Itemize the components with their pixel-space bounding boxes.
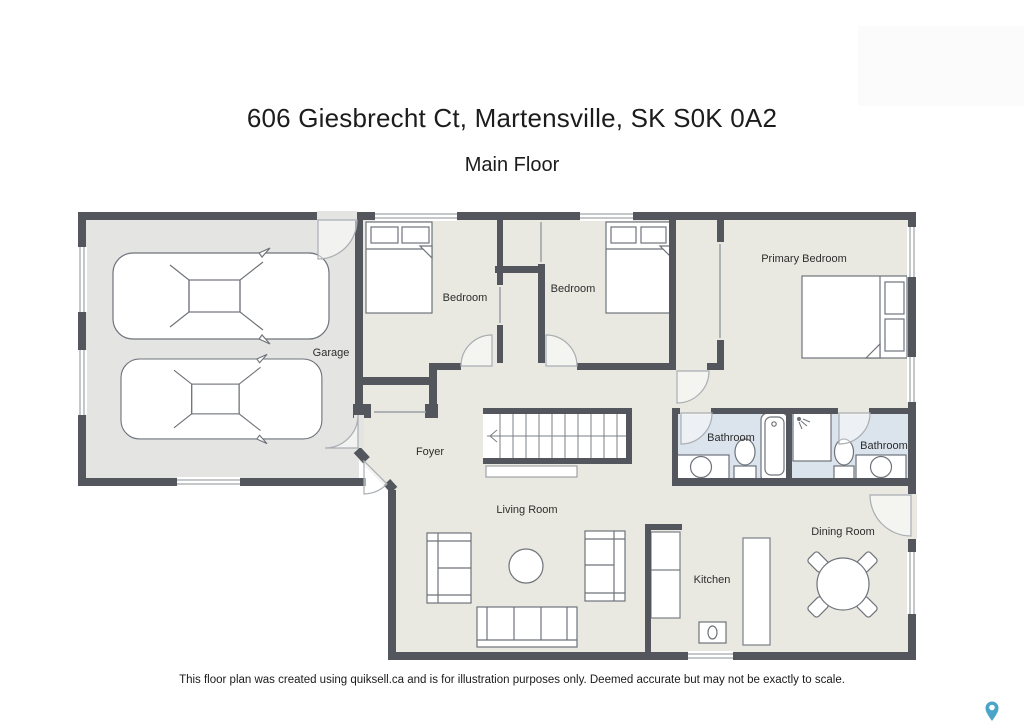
window [580, 211, 633, 221]
room-label-garage: Garage [312, 347, 350, 359]
sofa-icon [477, 607, 577, 647]
bed-icon [606, 222, 672, 313]
bed-icon [366, 222, 432, 313]
room-label-dining-room: Dining Room [811, 526, 875, 538]
armchair-icon [585, 531, 625, 601]
room-label-bedroom-2: Bedroom [550, 283, 596, 295]
dining-table-icon [807, 551, 879, 619]
armchair-icon [427, 533, 471, 603]
page-subtitle: Main Floor [464, 154, 560, 176]
car-icon [121, 354, 322, 443]
window [77, 247, 87, 312]
window [688, 651, 733, 661]
room-label-living-room: Living Room [496, 504, 558, 516]
window [907, 552, 917, 614]
footer-disclaimer: This floor plan was created using quiksell.ca and is for illustration purposes only. Deemed accurate but may not be exactly to scale. [179, 674, 845, 686]
window [77, 350, 87, 415]
location-pin-icon [986, 702, 999, 722]
shower-icon [793, 413, 831, 461]
toilet-icon [834, 439, 854, 482]
window [907, 227, 917, 277]
window [375, 211, 457, 221]
coffee-table-icon [509, 549, 543, 583]
window [907, 357, 917, 402]
room-label-bathroom-main: Bathroom [707, 432, 755, 444]
room-label-bathroom-ensuite: Bathroom [860, 440, 908, 452]
room-label-bedroom-1: Bedroom [442, 292, 488, 304]
page-title: 606 Giesbrecht Ct, Martensville, SK S0K 0A2 [246, 103, 778, 133]
stair-railing [486, 466, 577, 477]
room-label-foyer: Foyer [415, 446, 445, 458]
toilet-icon [734, 439, 756, 482]
bed-icon [802, 276, 907, 358]
car-icon [113, 248, 329, 344]
kitchen-sink-icon [699, 622, 726, 643]
window [177, 477, 240, 487]
room-label-primary-bedroom: Primary Bedroom [761, 253, 847, 265]
room-label-kitchen: Kitchen [693, 574, 731, 586]
stairs-icon [483, 408, 632, 464]
bathtub-icon [761, 413, 788, 483]
